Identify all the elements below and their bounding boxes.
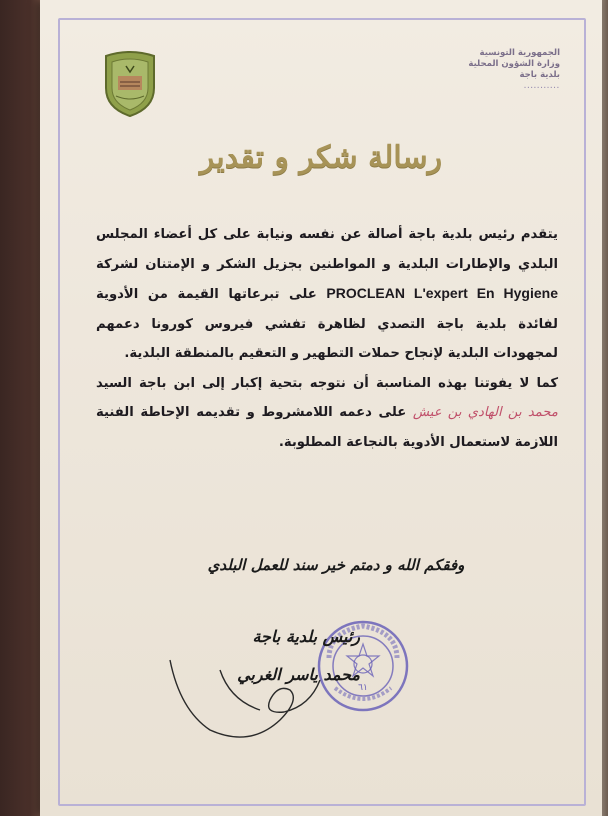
company-name: PROCLEAN L'expert En Hygiene — [326, 285, 558, 301]
paragraph-1-text-a: يتقدم رئيس بلدية باجة أصالة عن نفسه ونيابة على كل أعضاء المجلس البلدي والإطارات البلدية و المواطنين بجزيل الشكر و الإمتنان لشركة — [96, 227, 558, 272]
paragraph-2 — [96, 369, 558, 458]
letter-body — [96, 220, 558, 457]
letterhead-line-ministry: وزارة الشؤون المحلية — [468, 59, 560, 69]
letter-title: رسالة شكر و تقدير — [199, 140, 443, 175]
signature-title: رئيس بلدية باجة — [252, 627, 360, 646]
handwritten-person-name: محمد بن الهادي بن عيش — [412, 405, 558, 420]
closing-line: وفقكم الله و دمتم خير سند للعمل البلدي — [207, 556, 465, 574]
letterhead — [430, 48, 560, 92]
paragraph-2-text-a: كما لا يفوتنا بهذه المناسبة أن نتوجه بتحية إكبار إلى ابن باجة السيد — [96, 375, 558, 391]
paragraph-2-text-b: على دعمه اللامشروط و تقديمه الإحاطة الفنية اللازمة لاستعمال الأدوية بالنجاعة المطلوبة. — [96, 405, 558, 450]
signature-name: محمد ياسر الغربي — [237, 665, 360, 684]
paragraph-1 — [96, 220, 558, 369]
municipality-logo — [98, 48, 162, 118]
document-sheet — [40, 0, 602, 816]
letterhead-ref: ........... — [523, 83, 560, 90]
stamp-number: ٦١ — [358, 683, 368, 693]
paragraph-1-text-b: على تبرعاتها القيمة من الأدوية لفائدة بلدية باجة التصدي لظاهرة تفشي فيروس كورونا دعمهم لمجهودات البلدية لإنجاح حملات التطهير و التعقيم بالمنطقة البلدية. — [96, 287, 558, 361]
letterhead-line-municipality: بلدية باجة — [519, 70, 560, 80]
letterhead-line-republic: الجمهورية التونسية — [479, 48, 560, 58]
handwritten-signature — [160, 640, 360, 750]
